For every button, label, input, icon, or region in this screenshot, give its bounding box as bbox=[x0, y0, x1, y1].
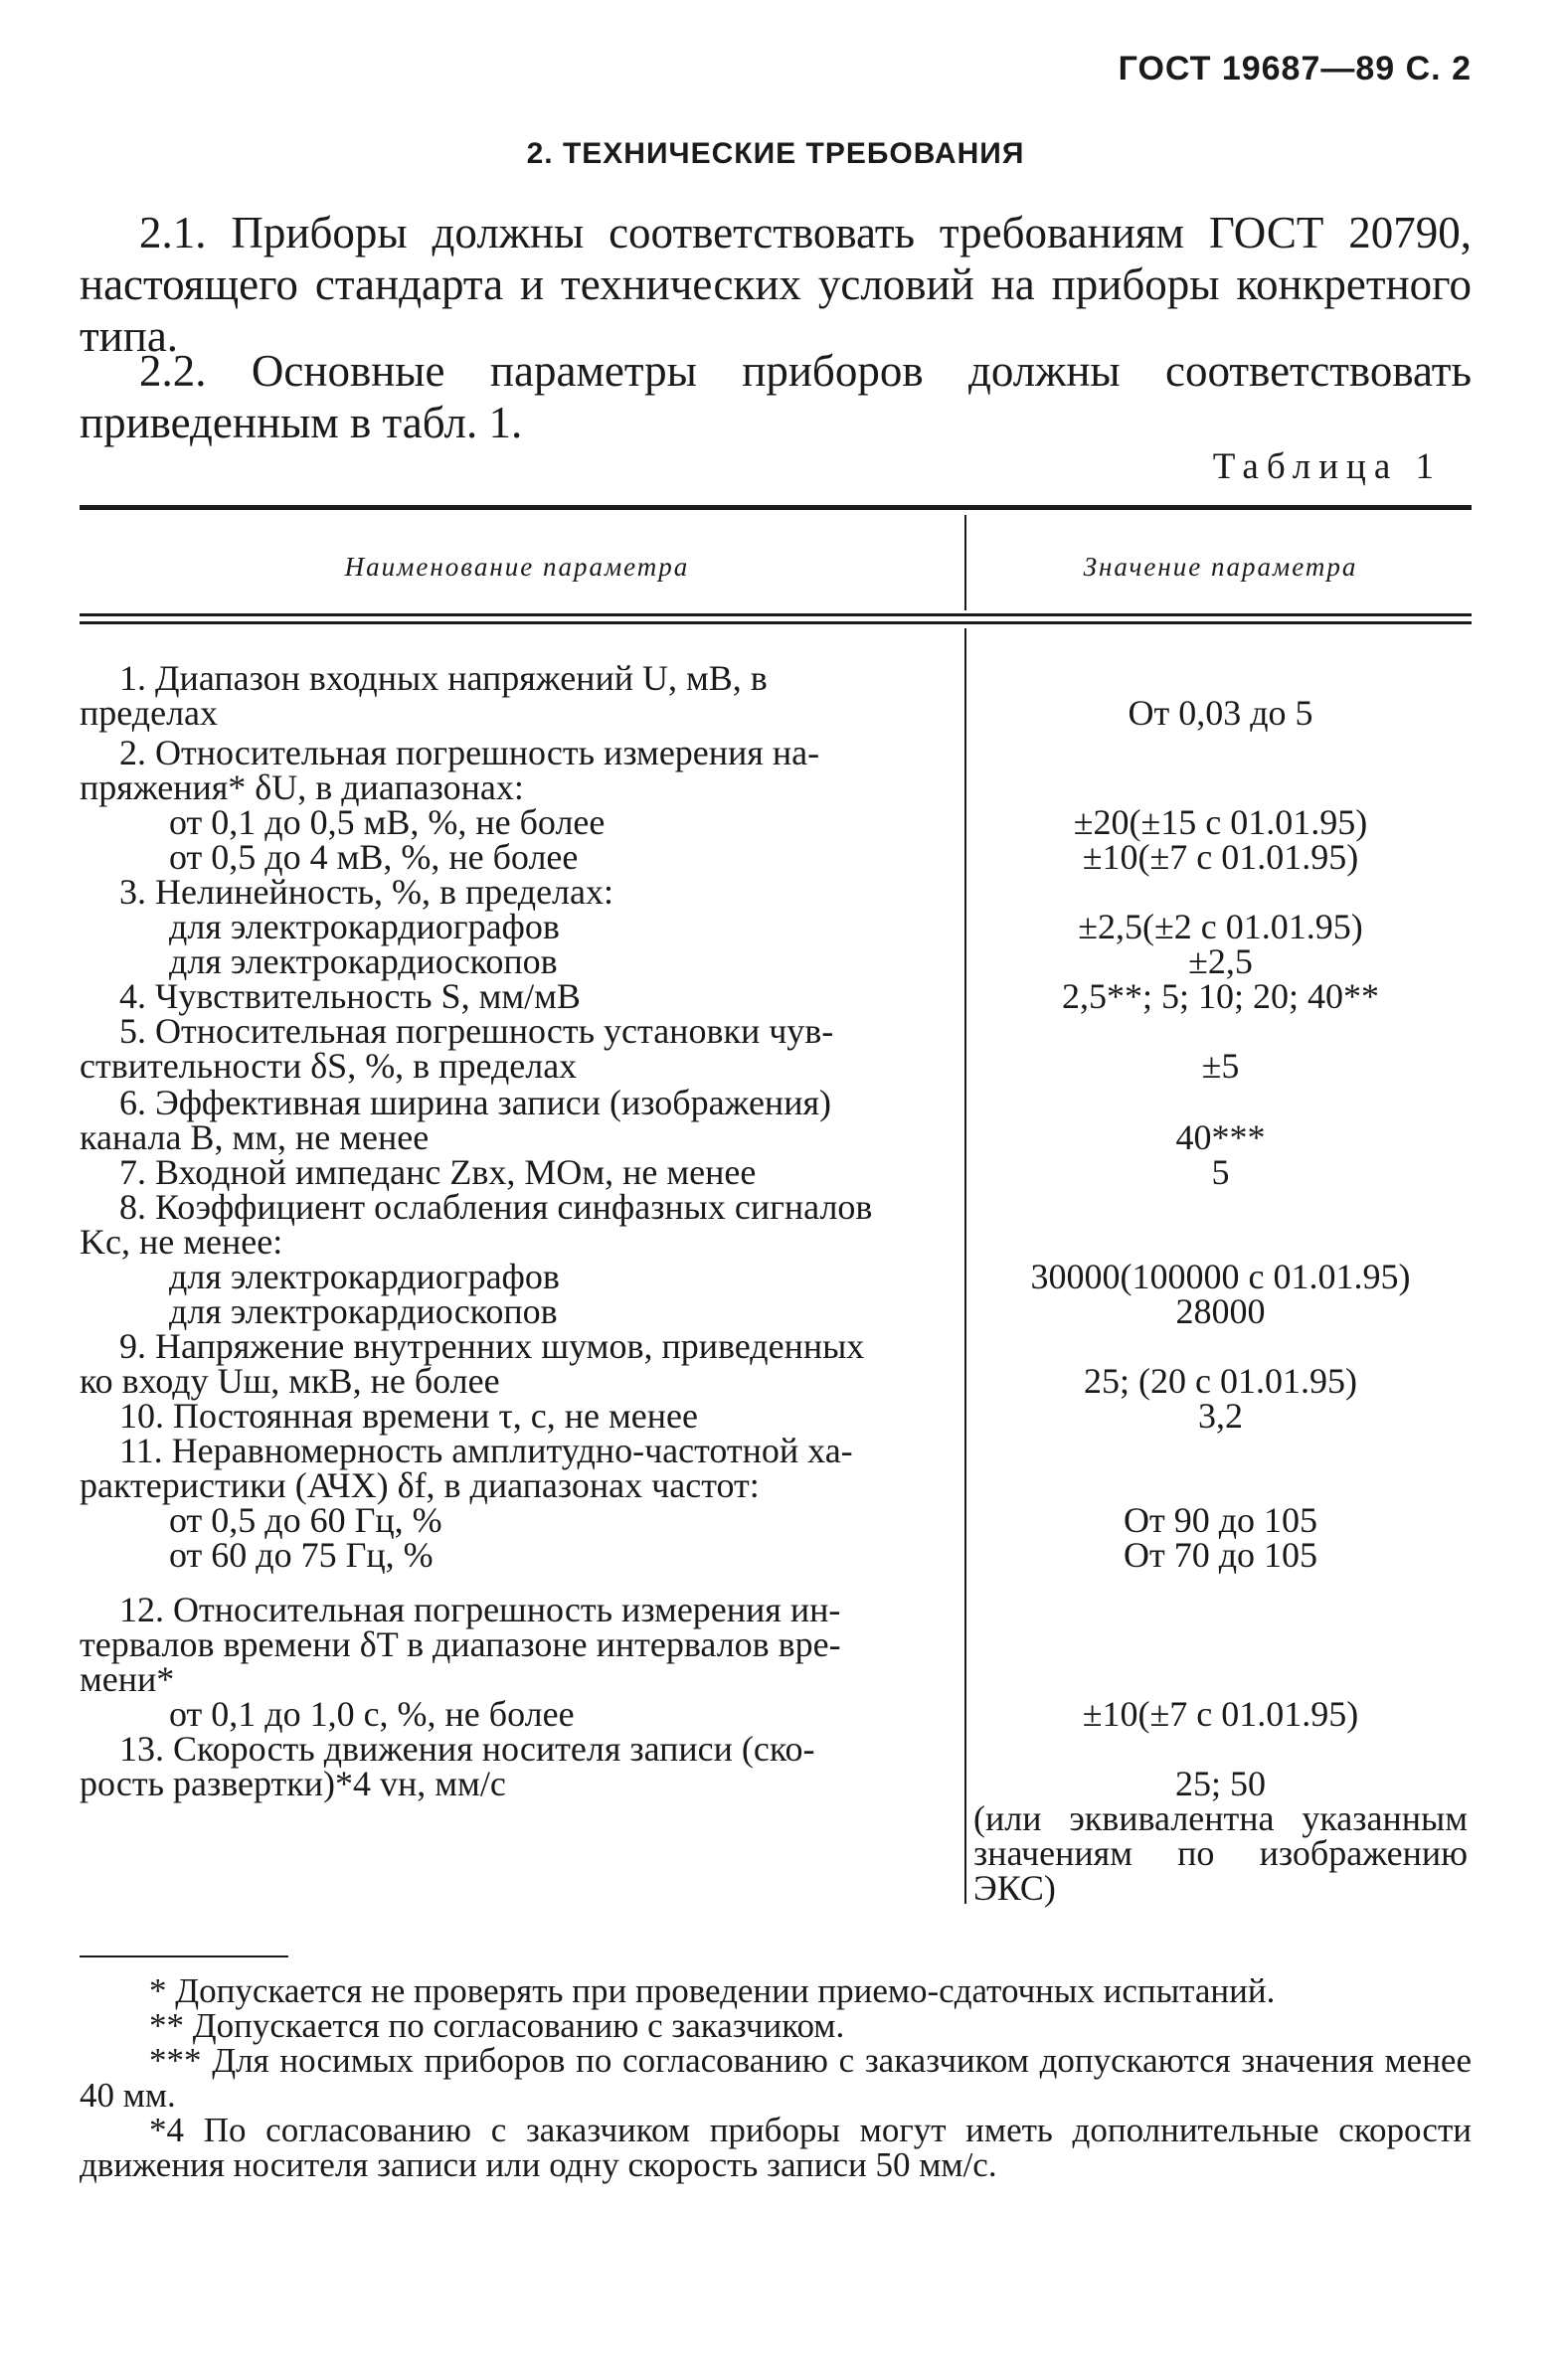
footnote-rule bbox=[80, 1955, 288, 1957]
table-row: Kс, не менее: bbox=[80, 1222, 283, 1262]
table-row: от 60 до 75 Гц, % bbox=[169, 1535, 434, 1575]
table-row: от 0,5 до 60 Гц, % bbox=[169, 1500, 442, 1540]
table-cell-value: От 70 до 105 bbox=[1123, 1535, 1318, 1575]
table-label: Таблица 1 bbox=[1212, 446, 1442, 487]
paragraph-2-1: 2.1. Приборы должны соответствовать требованиям ГОСТ 20790, настоящего стандарта и технических условий на приборы конкретного типа. bbox=[80, 208, 1472, 361]
table-row: мени* bbox=[80, 1659, 175, 1699]
table-row: 1. Диапазон входных напряжений U, мВ, в bbox=[119, 658, 768, 698]
footnote-3: *** Для носимых приборов по согласованию с заказчиком допускаются значения менее 40 мм. bbox=[80, 2041, 1472, 2115]
footnote-1: * Допускается не проверять при проведении приемо-сдаточных испытаний. bbox=[149, 1971, 1276, 2010]
table-row: 4. Чувствительность S, мм/мВ bbox=[119, 976, 581, 1016]
table-row: 11. Неравномерность амплитудно-частотной ха- bbox=[119, 1431, 853, 1470]
table-cell-value: ±10(±7 с 01.01.95) bbox=[1082, 837, 1359, 877]
table-cell-value: 5 bbox=[1211, 1152, 1230, 1192]
table-row: для электрокардиоскопов bbox=[169, 1291, 558, 1331]
document-page bbox=[80, 0, 1472, 2380]
table-row: пряжения* δU, в диапазонах: bbox=[80, 767, 524, 807]
table-row: 5. Относительная погрешность установки чув- bbox=[119, 1011, 834, 1051]
table-row: для электрокардиоскопов bbox=[169, 941, 558, 981]
header-bottom-rule-2 bbox=[80, 621, 1472, 624]
table-cell-value: 2,5**; 5; 10; 20; 40** bbox=[1061, 976, 1379, 1016]
table-cell-value: ±10(±7 с 01.01.95) bbox=[1082, 1694, 1359, 1734]
table-row: канала B, мм, не менее bbox=[80, 1117, 430, 1157]
table-cell-value: 25; 50 bbox=[1174, 1764, 1266, 1803]
table-row: ко входу Uш, мкВ, не более bbox=[80, 1361, 500, 1401]
table-cell-value: 28000 bbox=[1175, 1291, 1266, 1331]
header-column-divider bbox=[964, 515, 966, 610]
table-cell-value: От 90 до 105 bbox=[1123, 1500, 1318, 1540]
table-row: 2. Относительная погрешность измерения на- bbox=[119, 733, 820, 772]
table-row: от 0,1 до 1,0 с, %, не более bbox=[169, 1694, 575, 1734]
table-row: для электрокардиографов bbox=[169, 1257, 560, 1296]
table-row: 9. Напряжение внутренних шумов, приведенных bbox=[119, 1326, 865, 1366]
table-cell-value: ±2,5 bbox=[1188, 941, 1253, 981]
table-row: рактеристики (АЧХ) δf, в диапазонах частот: bbox=[80, 1465, 760, 1505]
table-cell-value: 40*** bbox=[1175, 1117, 1266, 1157]
column-header-parameter: Наименование параметра bbox=[344, 552, 690, 582]
table-cell-value-note: (или эквивалентна указанным значениям по изображению ЭКС) bbox=[973, 1798, 1468, 1908]
column-header-value: Значение параметра bbox=[1083, 552, 1358, 582]
table-row: 10. Постоянная времени τ, с, не менее bbox=[119, 1396, 699, 1436]
table-row: рость развертки)*4 vн, мм/с bbox=[80, 1764, 506, 1803]
table-cell-value: ±2,5(±2 с 01.01.95) bbox=[1078, 907, 1363, 946]
table-cell-value: От 0,03 до 5 bbox=[1128, 693, 1313, 733]
footnote-2: ** Допускается по согласованию с заказчиком. bbox=[149, 2006, 845, 2045]
table-row: от 0,5 до 4 мВ, %, не более bbox=[169, 837, 579, 877]
table-row: 12. Относительная погрешность измерения ин- bbox=[119, 1590, 841, 1629]
table-row: от 0,1 до 0,5 мВ, %, не более bbox=[169, 802, 606, 842]
header-bottom-rule bbox=[80, 613, 1472, 616]
section-title: 2. ТЕХНИЧЕСКИЕ ТРЕБОВАНИЯ bbox=[526, 137, 1025, 170]
table-cell-value: ±20(±15 с 01.01.95) bbox=[1073, 802, 1368, 842]
table-row: ствительности δS, %, в пределах bbox=[80, 1046, 578, 1086]
table-row: 6. Эффективная ширина записи (изображения) bbox=[119, 1083, 832, 1122]
table-row: для электрокардиографов bbox=[169, 907, 560, 946]
page-header: ГОСТ 19687—89 С. 2 bbox=[1118, 50, 1472, 87]
footnote-4: *4 По согласованию с заказчиком приборы могут иметь дополнительные скорости движения носителя записи или одну скорость записи 50 мм/с. bbox=[80, 2111, 1472, 2184]
table-row: 7. Входной импеданс Zвх, МОм, не менее bbox=[119, 1152, 757, 1192]
table-row: 3. Нелинейность, %, в пределах: bbox=[119, 872, 614, 912]
table-cell-value: ±5 bbox=[1201, 1046, 1240, 1086]
table-top-rule bbox=[80, 505, 1472, 510]
table-row: 13. Скорость движения носителя записи (ско- bbox=[119, 1729, 815, 1769]
table-row: пределах bbox=[80, 693, 219, 733]
paragraph-2-2: 2.2. Основные параметры приборов должны соответствовать приведенным в табл. 1. bbox=[80, 346, 1472, 447]
table-cell-value: 30000(100000 с 01.01.95) bbox=[1030, 1257, 1411, 1296]
table-cell-value: 25; (20 с 01.01.95) bbox=[1084, 1361, 1357, 1401]
table-cell-value: 3,2 bbox=[1198, 1396, 1243, 1436]
table-row: тервалов времени δT в диапазоне интервалов вре- bbox=[80, 1624, 841, 1664]
table-row: 8. Коэффициент ослабления синфазных сигналов bbox=[119, 1187, 873, 1227]
